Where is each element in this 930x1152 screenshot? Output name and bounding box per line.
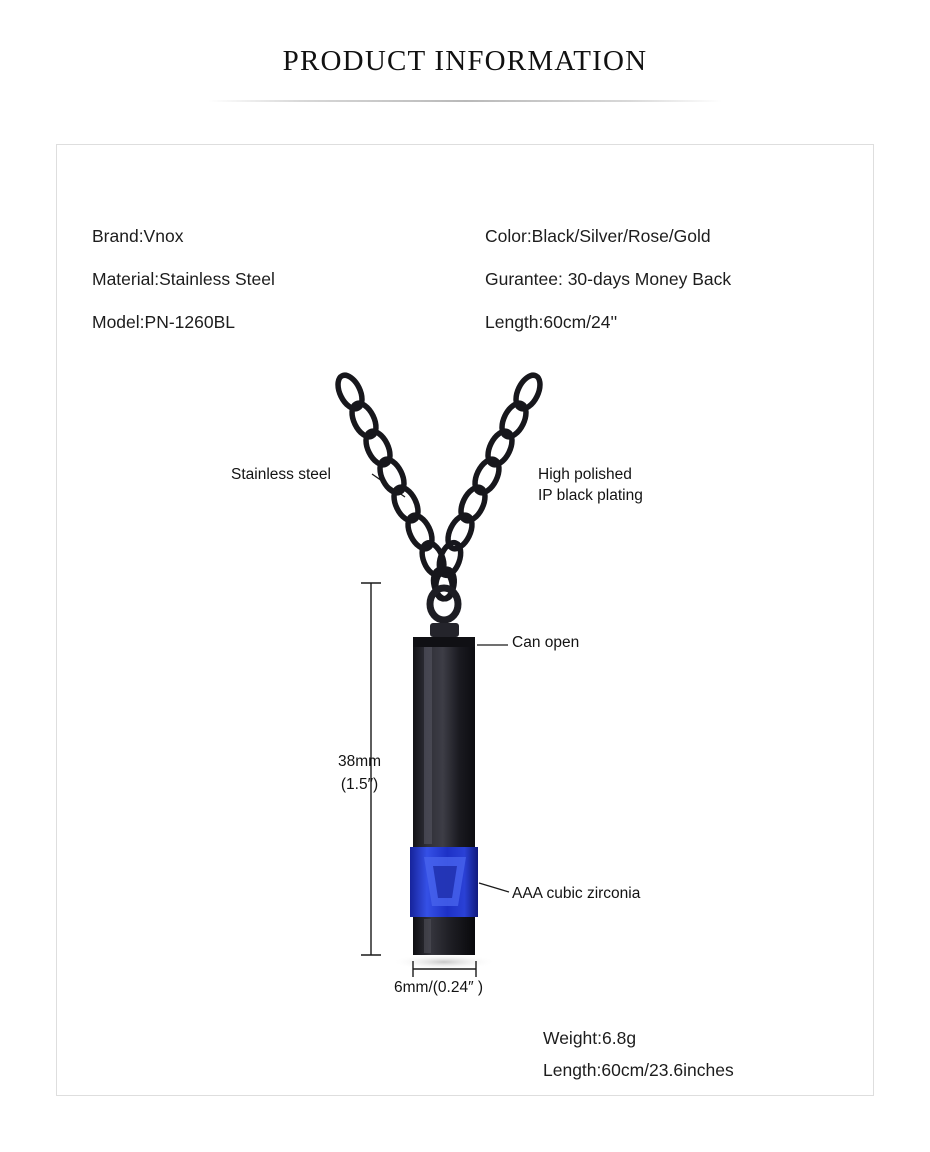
spec-list-left bbox=[92, 215, 275, 344]
annotation-plating bbox=[538, 464, 643, 506]
footer-notes bbox=[543, 1022, 734, 1086]
annotation-height bbox=[338, 750, 381, 796]
title-divider bbox=[208, 100, 722, 102]
spec-guarantee: Gurantee: 30-days Money Back bbox=[485, 269, 732, 289]
annotation-plating-line2: IP black plating bbox=[538, 487, 643, 504]
spec-list-right bbox=[485, 215, 731, 344]
annotation-can-open: Can open bbox=[512, 634, 580, 651]
page-title: PRODUCT INFORMATION bbox=[282, 45, 648, 77]
annotation-stainless-steel: Stainless steel bbox=[231, 466, 331, 483]
spec-material: Material:Stainless Steel bbox=[92, 269, 275, 289]
annotation-height-inch: (1.5″) bbox=[340, 776, 379, 793]
spec-model: Model:PN-1260BL bbox=[92, 312, 235, 332]
spec-length: Length:60cm/24'' bbox=[485, 312, 618, 332]
footer-weight: Weight:6.8g bbox=[543, 1028, 637, 1048]
annotation-zirconia: AAA cubic zirconia bbox=[512, 885, 641, 902]
spec-brand: Brand:Vnox bbox=[92, 226, 184, 246]
footer-length: Length:60cm/23.6inches bbox=[543, 1060, 734, 1080]
spec-color: Color:Black/Silver/Rose/Gold bbox=[485, 226, 711, 246]
annotation-width: 6mm/(0.24″ ) bbox=[394, 979, 484, 996]
annotation-height-mm: 38mm bbox=[338, 753, 382, 770]
annotation-plating-line1: High polished bbox=[538, 466, 632, 483]
